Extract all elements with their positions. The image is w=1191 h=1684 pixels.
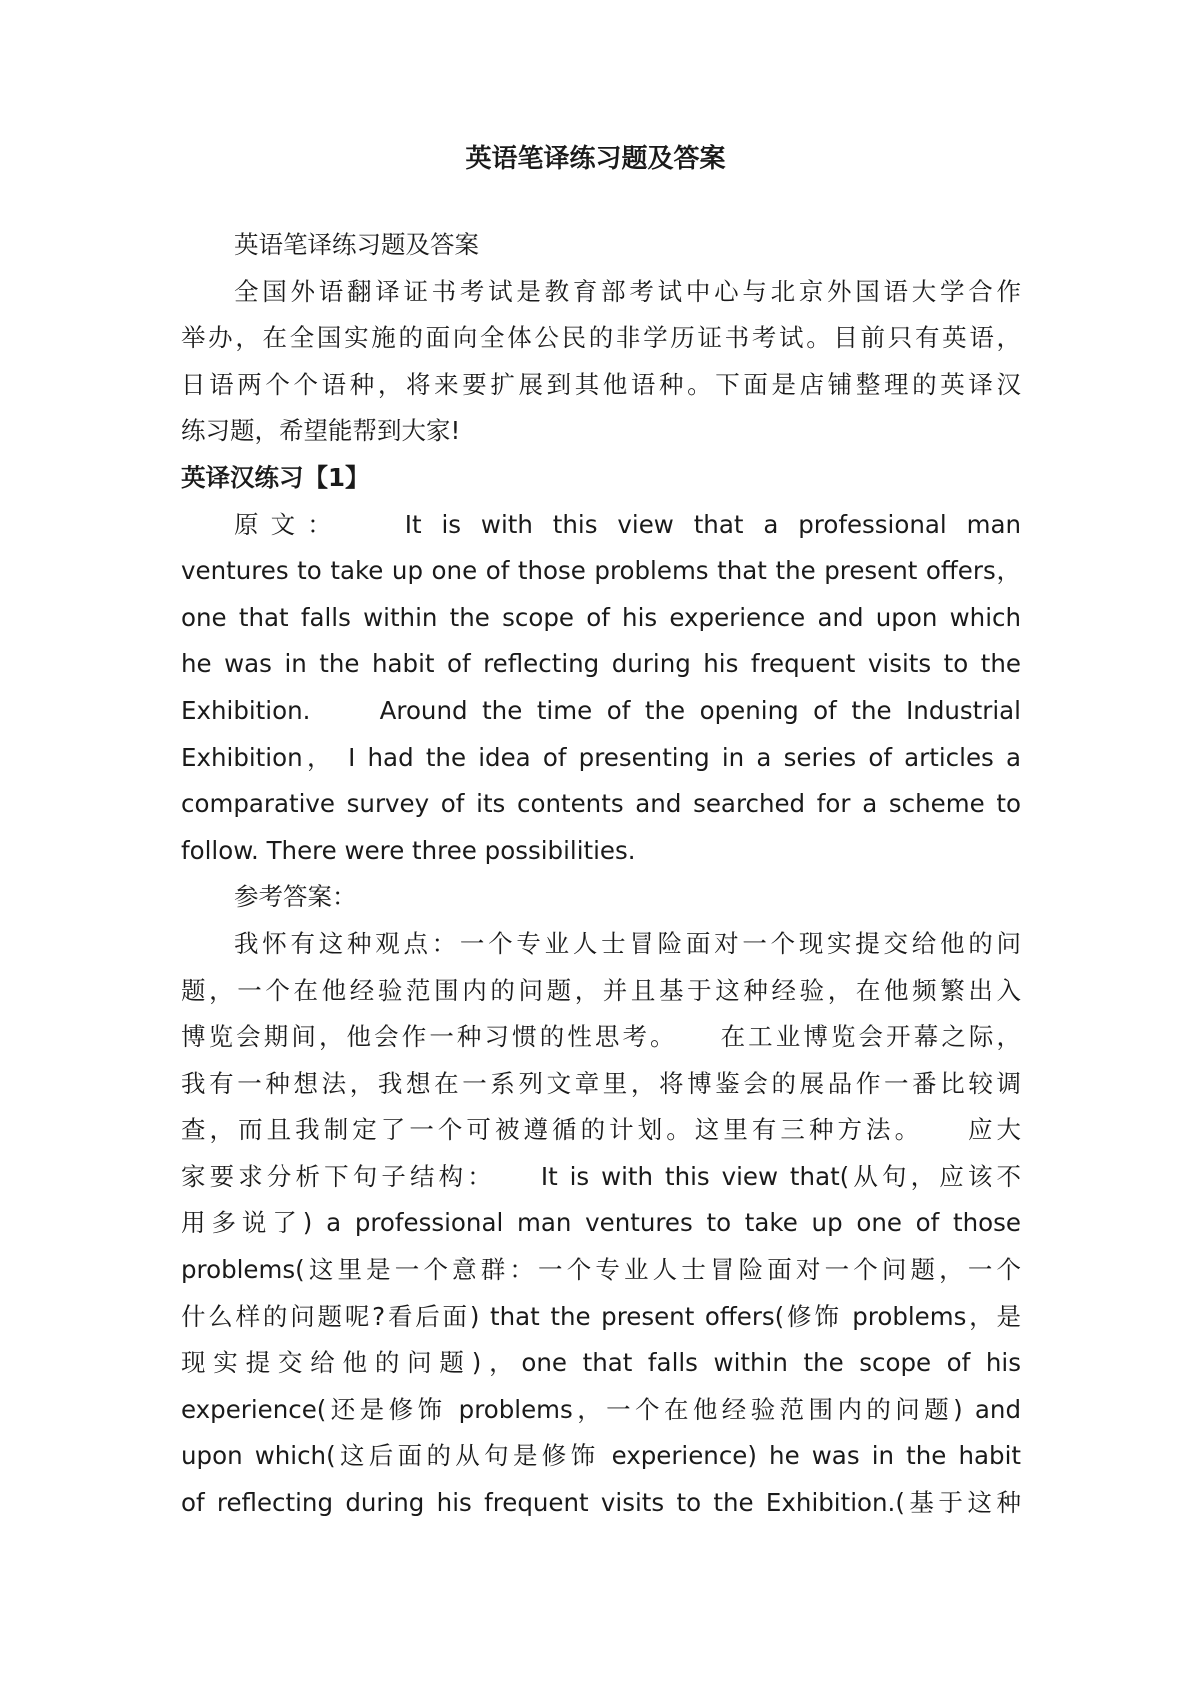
- text-line: follow. There were three possibilities.: [181, 835, 636, 865]
- text-line: he was in the habit of reflecting during his frequent visits to the: [181, 649, 1021, 679]
- text-line: 用多说了) a professional man ventures to take up one of those: [181, 1208, 1021, 1238]
- text-line: 举办，在全国实施的面向全体公民的非学历证书考试。目前只有英语，: [181, 323, 1021, 353]
- text-line: Exhibition， I had the idea of presenting in a series of articles a: [181, 742, 1021, 772]
- text-line: comparative survey of its contents and searched for a scheme to: [181, 789, 1021, 819]
- text-line: 原文： It is with this view that a professional man: [234, 509, 1021, 539]
- text-line: problems(这里是一个意群：一个专业人士冒险面对一个问题，一个: [181, 1255, 1021, 1285]
- text-line: 我怀有这种观点：一个专业人士冒险面对一个现实提交给他的问: [234, 928, 1021, 958]
- text-line: Exhibition. Around the time of the opening of the Industrial: [181, 695, 1021, 725]
- text-line: 日语两个个语种，将来要扩展到其他语种。下面是店铺整理的英译汉: [181, 369, 1021, 399]
- document-title: 英语笔译练习题及答案: [465, 144, 726, 174]
- text-line: 查，而且我制定了一个可被遵循的计划。这里有三种方法。 应大: [181, 1115, 1021, 1145]
- text-line: 什么样的问题呢?看后面) that the present offers(修饰 problems，是: [181, 1301, 1021, 1331]
- text-line: 家要求分析下句子结构： It is with this view that(从句，应该不: [181, 1161, 1021, 1191]
- text-line: 参考答案：: [234, 882, 357, 912]
- section-heading: 英译汉练习【1】: [181, 462, 370, 492]
- text-line: 练习题，希望能帮到大家!: [181, 416, 461, 446]
- text-line: one that falls within the scope of his experience and upon which: [181, 602, 1021, 632]
- text-line: ventures to take up one of those problems that the present offers，: [181, 556, 1021, 586]
- text-line: 全国外语翻译证书考试是教育部考试中心与北京外国语大学合作: [234, 276, 1021, 306]
- text-line: of reflecting during his frequent visits to the Exhibition.(基于这种: [181, 1488, 1021, 1518]
- text-line: 我有一种想法，我想在一系列文章里，将博鉴会的展品作一番比较调: [181, 1068, 1021, 1098]
- text-line: experience(还是修饰 problems，一个在他经验范围内的问题) and: [181, 1394, 1021, 1424]
- text-line: 博览会期间，他会作一种习惯的性思考。 在工业博览会开幕之际，: [181, 1022, 1021, 1052]
- text-line: upon which(这后面的从句是修饰 experience) he was in the habit: [181, 1441, 1021, 1471]
- document-body: [181, 222, 1021, 1527]
- text-line: 现实提交给他的问题)，one that falls within the scope of his: [181, 1348, 1021, 1378]
- text-line: 英语笔译练习题及答案: [234, 230, 479, 259]
- text-line: 题，一个在他经验范围内的问题，并且基于这种经验，在他频繁出入: [181, 975, 1021, 1005]
